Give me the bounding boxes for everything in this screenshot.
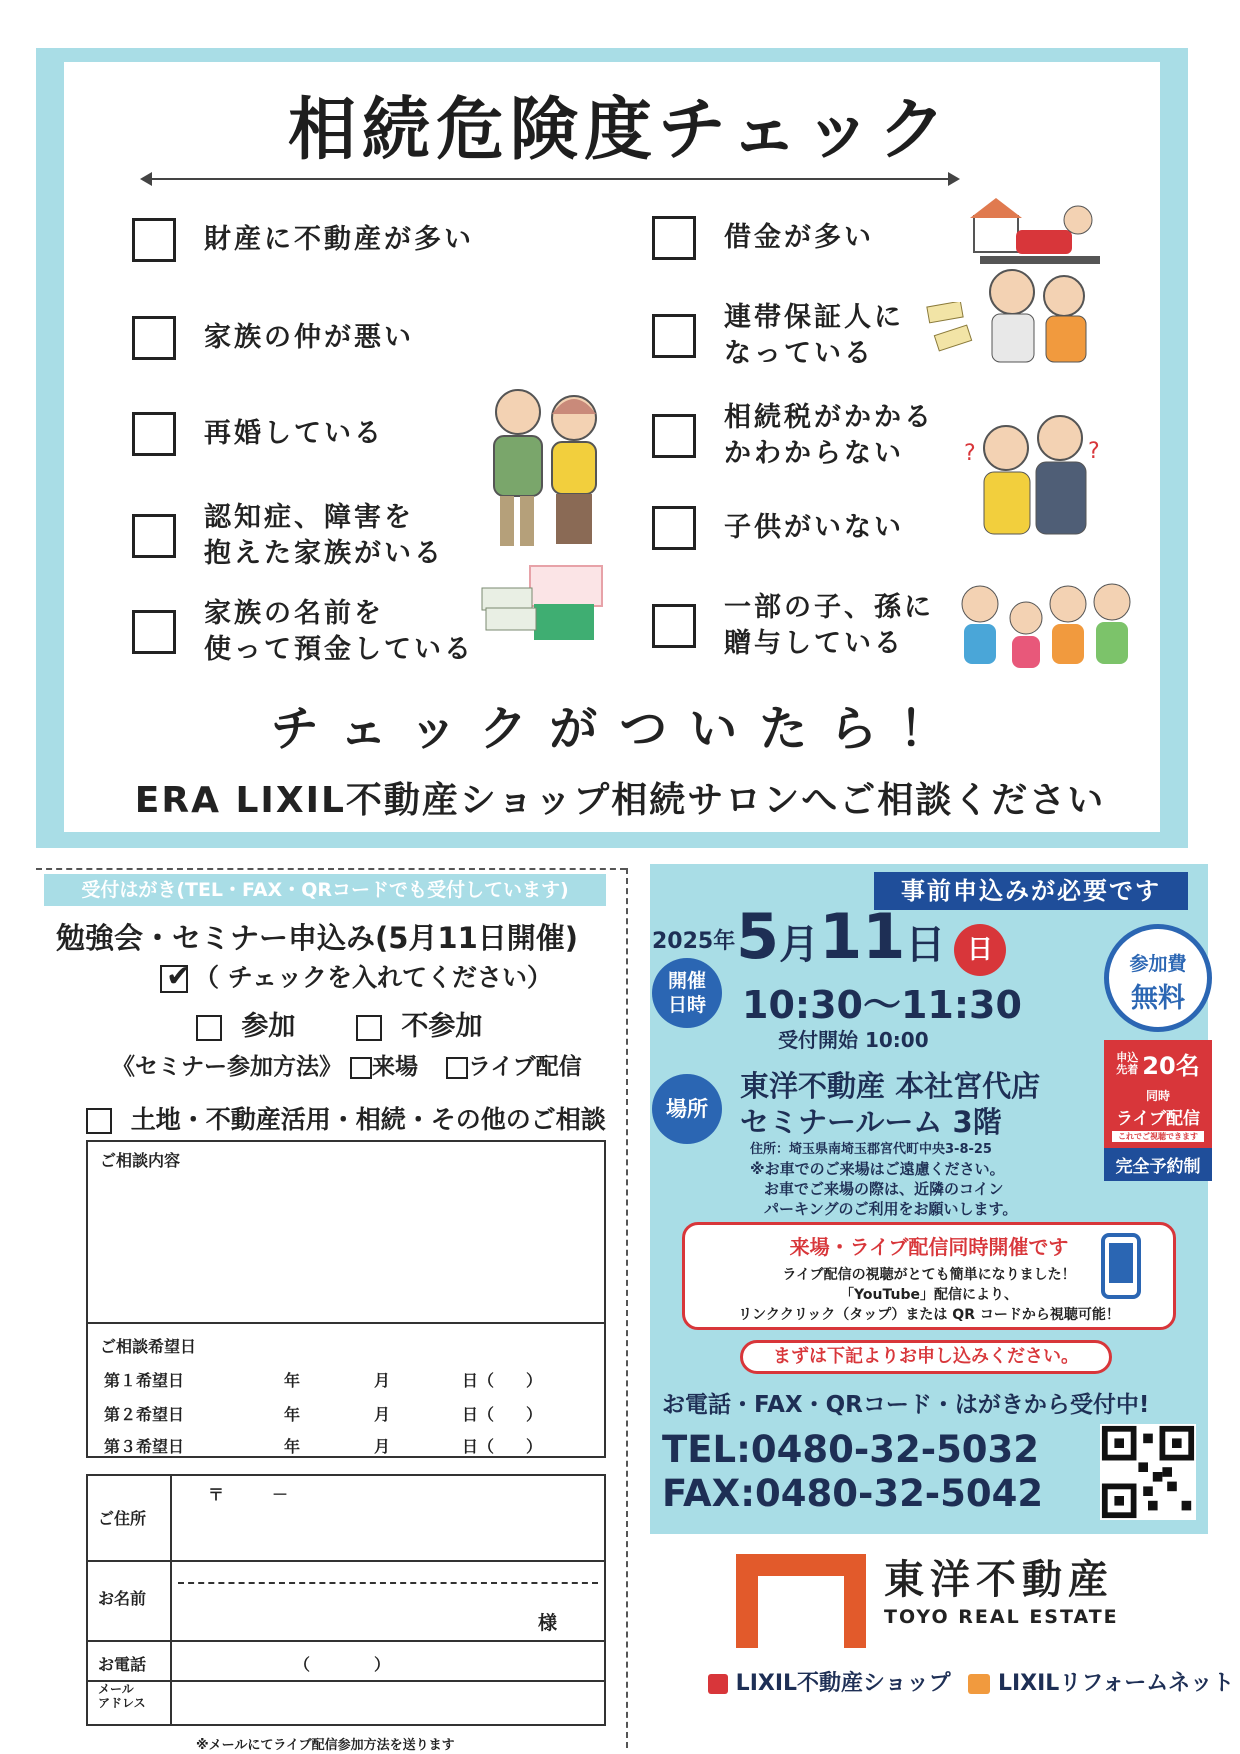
car-note: ※お車でのご来場はご遠慮ください。	[750, 1160, 1005, 1178]
form-band: 受付はがき(TEL・FAX・QRコードでも受付しています)	[44, 874, 606, 906]
date-day: 日（ ）	[462, 1405, 543, 1424]
reception-time: 受付開始 10:00	[778, 1028, 929, 1052]
fax-number[interactable]: FAX:0480-32-5042	[662, 1472, 1044, 1515]
venue-name: 東洋不動産 本社宮代店	[740, 1069, 1041, 1103]
date-year: 年	[284, 1437, 301, 1456]
date-day: 日（ ）	[462, 1371, 543, 1390]
checkbox[interactable]	[350, 1057, 372, 1079]
consult-option[interactable]	[86, 1100, 606, 1136]
datetime-badge: 開催 日時	[652, 958, 722, 1028]
consult-message: ERA LIXIL不動産ショップ相続サロンへご相談ください	[134, 780, 1106, 821]
seminar-time: 10:30〜11:30	[742, 983, 1022, 1027]
phone-paren: （ ）	[294, 1655, 391, 1674]
date-month: 月	[374, 1437, 391, 1456]
check-label: 認知症、障害を 抱えた家族がいる	[204, 502, 444, 569]
car-note: お車でご来場の際は、近隣のコイン	[764, 1180, 1004, 1198]
bankbook-money-illustration	[478, 560, 608, 650]
check-item[interactable]	[132, 218, 474, 262]
checkbox[interactable]	[652, 216, 696, 260]
divider	[88, 1680, 604, 1682]
worried-couple-illustration	[960, 398, 1110, 538]
attend-option[interactable]	[196, 1004, 295, 1043]
arrow-left-icon	[140, 172, 152, 186]
family-debt-illustration	[960, 196, 1110, 366]
notice-line: リンククリック（タップ）または QR コードから視聴可能！	[738, 1307, 1120, 1323]
page-title: 相続危険度チェック	[288, 91, 952, 170]
apply-first-banner: まずは下記よりお申し込みください。	[740, 1340, 1112, 1374]
checkbox[interactable]	[132, 412, 176, 456]
cut-line-vertical	[626, 868, 628, 1748]
check-item[interactable]	[132, 316, 414, 360]
capacity-box	[1104, 1040, 1212, 1176]
notice-line: ライブ配信の視聴がとても簡単になりました！	[782, 1267, 1076, 1283]
smartphone-icon	[1101, 1233, 1141, 1299]
elderly-couple-illustration	[480, 384, 610, 554]
date-row-label: 第３希望日	[104, 1437, 185, 1456]
fee-badge	[1104, 924, 1212, 1032]
email-note: ※メールにてライブ配信参加方法を送ります	[196, 1738, 455, 1753]
company-logo-mark	[736, 1554, 866, 1648]
check-item[interactable]	[652, 300, 904, 372]
weekday-badge: 日	[954, 924, 1006, 976]
not-attend-label: 不参加	[401, 1011, 483, 1042]
capacity-label: 申込 先着	[1116, 1050, 1139, 1076]
check-label: 家族の仲が悪い	[204, 322, 414, 353]
seminar-year: 2025年	[652, 929, 736, 954]
check-label: 子供がいない	[724, 512, 904, 543]
arrow-right-icon	[948, 172, 960, 186]
checkbox[interactable]	[652, 506, 696, 550]
checkbox[interactable]	[356, 1015, 382, 1041]
brand-row	[708, 1666, 1234, 1697]
title-divider	[150, 178, 950, 180]
venue-address: 住所：埼玉県南埼玉郡宮代町中央3-8-25	[750, 1142, 992, 1157]
checkbox[interactable]	[132, 514, 176, 558]
check-instruction	[160, 958, 552, 994]
checkbox[interactable]	[652, 314, 696, 358]
checkbox[interactable]	[132, 316, 176, 360]
phone-label: お電話	[98, 1655, 147, 1674]
svg-text:?: ?	[1088, 439, 1100, 464]
venue-label: 来場	[372, 1054, 419, 1080]
divider	[88, 1560, 604, 1562]
registration-required-banner: 事前申込みが必要です	[874, 872, 1188, 910]
date-row-label: 第１希望日	[104, 1371, 185, 1390]
car-note: パーキングのご利用をお願いします。	[764, 1200, 1018, 1218]
brand-lixil-shop: LIXIL不動産ショップ	[735, 1671, 951, 1696]
consult-content-box[interactable]	[86, 1140, 606, 1458]
date-row-label: 第２希望日	[104, 1405, 185, 1424]
checkbox[interactable]	[132, 610, 176, 654]
consult-content-label: ご相談内容	[100, 1151, 181, 1170]
flying-money-icon	[920, 302, 980, 352]
place-badge: 場所	[652, 1074, 722, 1144]
check-item[interactable]	[132, 500, 444, 572]
qr-code[interactable]	[1100, 1424, 1196, 1520]
preferred-date-label: ご相談希望日	[100, 1337, 197, 1356]
contact-table	[86, 1474, 606, 1726]
attend-label: 参加	[241, 1011, 296, 1042]
accept-line: お電話・FAX・QRコード・はがきから受付中!	[662, 1392, 1150, 1418]
day-value: 11	[819, 900, 906, 973]
check-item[interactable]	[652, 590, 934, 662]
reform-logo-icon	[968, 1674, 990, 1694]
check-label: 家族の名前を 使って預金している	[204, 598, 474, 665]
form-heading: 勉強会・セミナー申込み(5月11日開催)	[56, 921, 579, 955]
live-small-note: これでご視聴できます	[1112, 1131, 1204, 1142]
check-label: 借金が多い	[724, 222, 874, 253]
check-instruction-text: （ チェックを入れてください）	[194, 963, 552, 992]
notice-title: 来場・ライブ配信同時開催です	[789, 1235, 1069, 1259]
checkbox[interactable]	[132, 218, 176, 262]
check-label: 再婚している	[204, 418, 384, 449]
venue-room: セミナールーム 3階	[740, 1105, 1002, 1139]
live-label: ライブ配信	[1116, 1109, 1200, 1129]
cut-line	[36, 868, 626, 870]
checkbox[interactable]	[652, 604, 696, 648]
call-to-action: チェックがついたら！	[270, 701, 970, 757]
live-notice-box	[682, 1222, 1176, 1330]
capacity-count: 20名	[1142, 1052, 1200, 1080]
check-label: 連帯保証人に なっている	[724, 302, 904, 369]
children-illustration	[950, 574, 1140, 674]
fee-label: 参加費	[1129, 953, 1187, 975]
check-item[interactable]	[132, 596, 474, 668]
checkbox[interactable]	[446, 1057, 468, 1079]
divider	[178, 1582, 598, 1584]
live-label-top: 同時	[1145, 1089, 1170, 1103]
date-day: 日（ ）	[462, 1437, 543, 1456]
brand-lixil-reform: LIXILリフォームネット	[997, 1671, 1235, 1696]
postal-mark: 〒 －	[208, 1485, 289, 1504]
company-name-jp: 東洋不動産	[884, 1557, 1114, 1603]
not-attend-option[interactable]	[356, 1004, 482, 1043]
company-name-en: TOYO REAL ESTATE	[884, 1606, 1119, 1628]
check-item[interactable]	[132, 412, 384, 456]
reservation-badge: 完全予約制	[1104, 1148, 1212, 1181]
check-label: 相続税がかかる かわからない	[724, 402, 934, 469]
checkmark-icon: ✔	[160, 965, 188, 993]
address-label: ご住所	[98, 1509, 147, 1528]
date-year: 年	[284, 1405, 301, 1424]
month-value: 5	[736, 900, 780, 973]
checkbox[interactable]	[196, 1015, 222, 1041]
date-year: 年	[284, 1371, 301, 1390]
tel-number[interactable]: TEL:0480-32-5032	[662, 1428, 1040, 1471]
name-label: お名前	[98, 1589, 147, 1608]
email-label: メール アドレス	[98, 1682, 146, 1710]
check-label: 財産に不動産が多い	[204, 224, 474, 255]
month-unit: 月	[779, 922, 820, 968]
era-logo-icon	[708, 1674, 728, 1694]
divider	[88, 1322, 604, 1324]
date-month: 月	[374, 1405, 391, 1424]
divider	[88, 1640, 604, 1642]
consult-option-label: 土地・不動産活用・相続・その他のご相談	[130, 1105, 606, 1134]
method-row	[112, 1048, 582, 1081]
checkbox[interactable]	[652, 414, 696, 458]
live-label: ライブ配信	[468, 1054, 582, 1080]
checkbox[interactable]	[86, 1108, 112, 1134]
day-unit: 日	[905, 922, 946, 968]
divider	[170, 1476, 172, 1724]
check-item[interactable]	[652, 400, 934, 472]
svg-text:?: ?	[964, 441, 976, 466]
logo-cutout	[758, 1576, 844, 1648]
method-label: 《セミナー参加方法》	[112, 1054, 342, 1080]
check-item[interactable]	[652, 506, 904, 550]
seminar-date	[736, 900, 946, 976]
fee-value: 無料	[1131, 983, 1185, 1014]
honorific: 様	[538, 1612, 558, 1634]
check-item[interactable]	[652, 216, 874, 260]
check-label: 一部の子、孫に 贈与している	[724, 592, 934, 659]
date-month: 月	[374, 1371, 391, 1390]
notice-line: 「YouTube」配信により、	[840, 1287, 1018, 1303]
